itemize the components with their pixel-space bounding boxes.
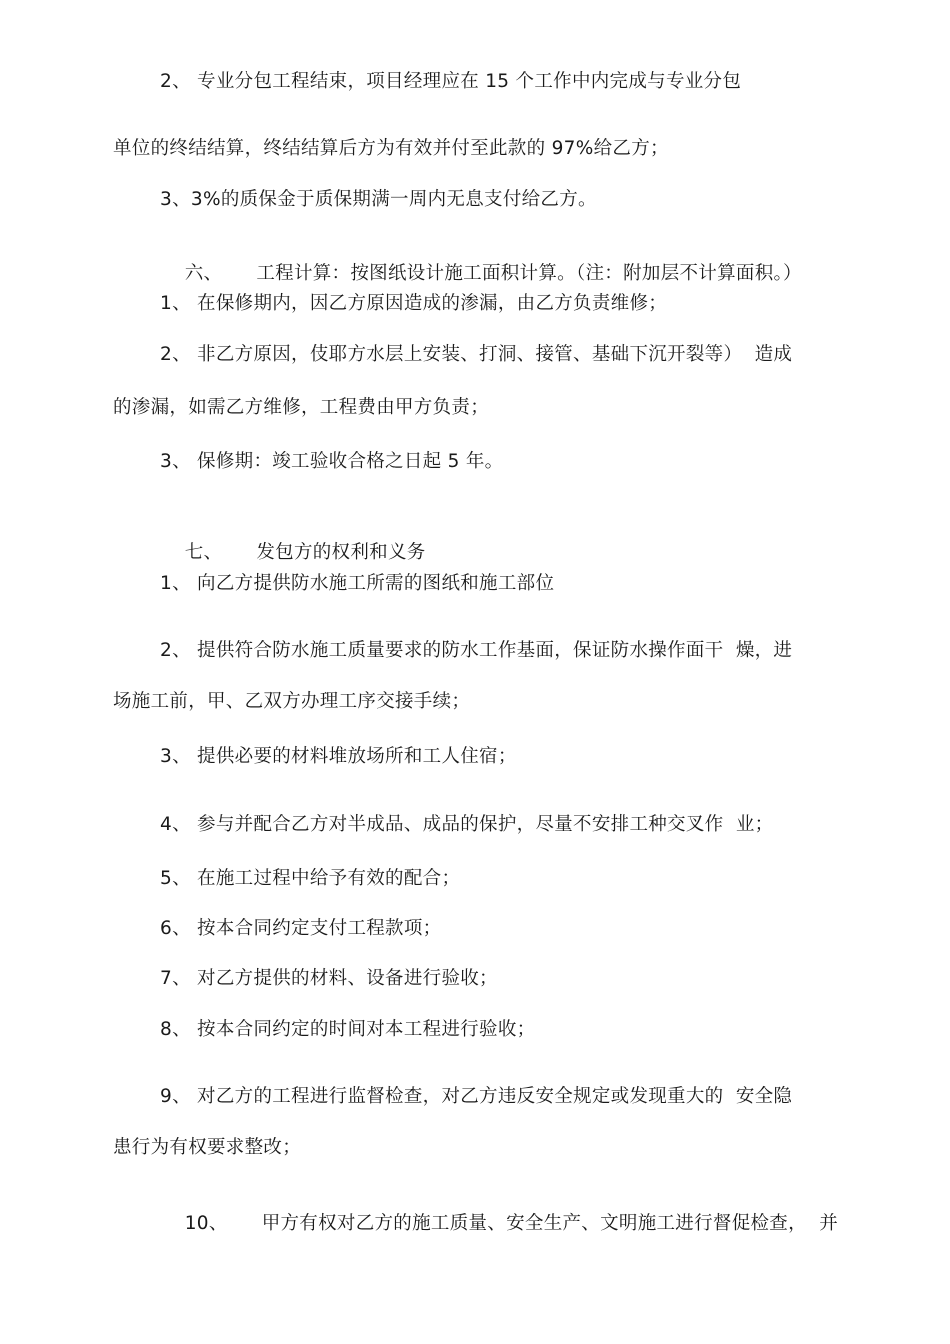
paragraph-line: 5、 在施工过程中给予有效的配合；: [160, 868, 461, 889]
paragraph-line: 患行为有权要求整改；: [113, 1137, 302, 1158]
paragraph-line: 8、 按本合同约定的时间对本工程进行验收；: [160, 1019, 536, 1040]
item-number: 10、: [184, 1213, 228, 1234]
paragraph-line: 9、 对乙方的工程进行监督检查，对乙方违反安全规定或发现重大的 安全隐: [160, 1086, 793, 1107]
section-number: 六、: [184, 263, 223, 284]
paragraph-line: 1、 在保修期内，因乙方原因造成的渗漏，由乙方负责维修；: [160, 293, 668, 314]
paragraph-line: 2、 专业分包工程结束，项目经理应在 15 个工作中内完成与专业分包: [160, 71, 742, 92]
paragraph-line: 3、 提供必要的材料堆放场所和工人住宿；: [160, 746, 517, 767]
item-text: 甲方有权对乙方的施工质量、安全生产、文明施工进行督促检查， 并: [261, 1213, 839, 1234]
section-number: 七、: [184, 542, 223, 563]
paragraph-line: 4、 参与并配合乙方对半成品、成品的保护，尽量不安排工种交叉作 业；: [160, 814, 774, 835]
paragraph-line: 2、 提供符合防水施工质量要求的防水工作基面，保证防水操作面干 燥，进: [160, 640, 793, 661]
section-title: 发包方的权利和义务: [256, 542, 426, 563]
paragraph-line: 的渗漏，如需乙方维修，工程费由甲方负责；: [113, 397, 490, 418]
paragraph-line: 场施工前，甲、乙双方办理工序交接手续；: [113, 691, 471, 712]
section-heading: [160, 1188, 838, 1260]
paragraph-line: 单位的终结结算，终结结算后方为有效并付至此款的 97%给乙方；: [113, 138, 669, 159]
paragraph-line: 3、3%的质保金于质保期满一周内无息支付给乙方。: [160, 189, 597, 210]
paragraph-line: 2、 非乙方原因，伎耶方水层上安装、打洞、接管、基础下沉开裂等） 造成: [160, 344, 793, 365]
paragraph-line: 1、 向乙方提供防水施工所需的图纸和施工部位: [160, 573, 555, 594]
paragraph-line: 3、 保修期：竣工验收合格之日起 5 年。: [160, 451, 504, 472]
section-title: 工程计算：按图纸设计施工面积计算。（注：附加层不计算面积。）: [256, 263, 802, 284]
paragraph-line: 7、 对乙方提供的材料、设备进行验收；: [160, 968, 498, 989]
paragraph-line: 6、 按本合同约定支付工程款项；: [160, 918, 442, 939]
